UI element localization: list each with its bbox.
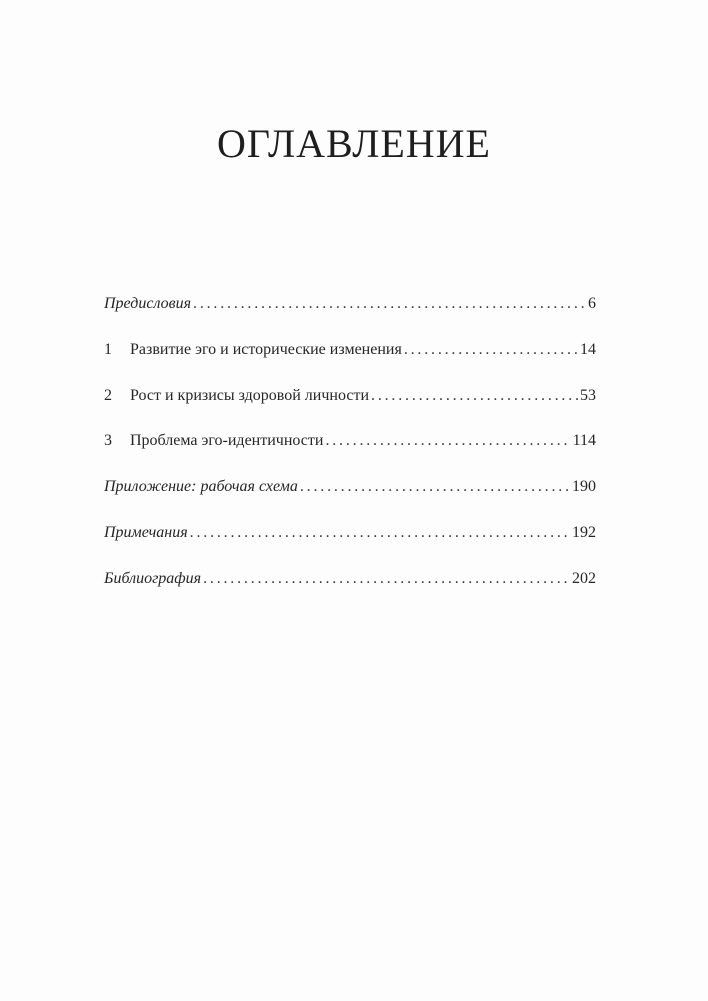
- toc-entry-label: Развитие эго и исторические изменения: [130, 340, 402, 358]
- toc-entry-label: Примечания: [104, 523, 188, 541]
- toc-entry-page: 114: [572, 432, 596, 450]
- toc-entry-bibliography[interactable]: [104, 570, 596, 616]
- toc-entry-page: 202: [572, 569, 596, 587]
- toc-entry-page: 192: [572, 523, 596, 541]
- toc-entry-page: 6: [588, 295, 596, 312]
- toc-entry-page: 190: [572, 478, 596, 496]
- toc-entry-chapter-2[interactable]: [104, 387, 596, 433]
- page-title: ОГЛАВЛЕНИЕ: [217, 121, 491, 166]
- chapter-number: 3: [104, 432, 112, 450]
- toc-entry-chapter-1[interactable]: [104, 341, 596, 387]
- toc-entry-label: Предисловия: [104, 295, 192, 312]
- dot-leader: [193, 295, 586, 313]
- toc-entry-label: Рост и кризисы здоровой личности: [130, 386, 370, 404]
- dot-leader: [203, 570, 570, 588]
- dot-leader: [371, 387, 578, 405]
- toc-entry-label: Приложение: рабочая схема: [104, 478, 298, 496]
- toc-entry-notes[interactable]: [104, 524, 596, 570]
- toc-entry-page: 53: [580, 386, 596, 404]
- toc-entry-appendix[interactable]: [104, 478, 596, 524]
- chapter-number: 1: [104, 340, 112, 358]
- chapter-number: 2: [104, 386, 112, 404]
- toc-entry-page: 14: [580, 340, 596, 358]
- toc-entry-label: Библиография: [104, 569, 202, 587]
- toc-entry-label: Проблема эго-идентичности: [130, 432, 324, 450]
- dot-leader: [300, 478, 570, 496]
- dot-leader: [190, 524, 570, 542]
- table-of-contents: [104, 295, 596, 616]
- toc-entry-prefaces[interactable]: [104, 295, 596, 341]
- dot-leader: [325, 432, 570, 450]
- dot-leader: [404, 341, 578, 359]
- toc-entry-chapter-3[interactable]: [104, 432, 596, 478]
